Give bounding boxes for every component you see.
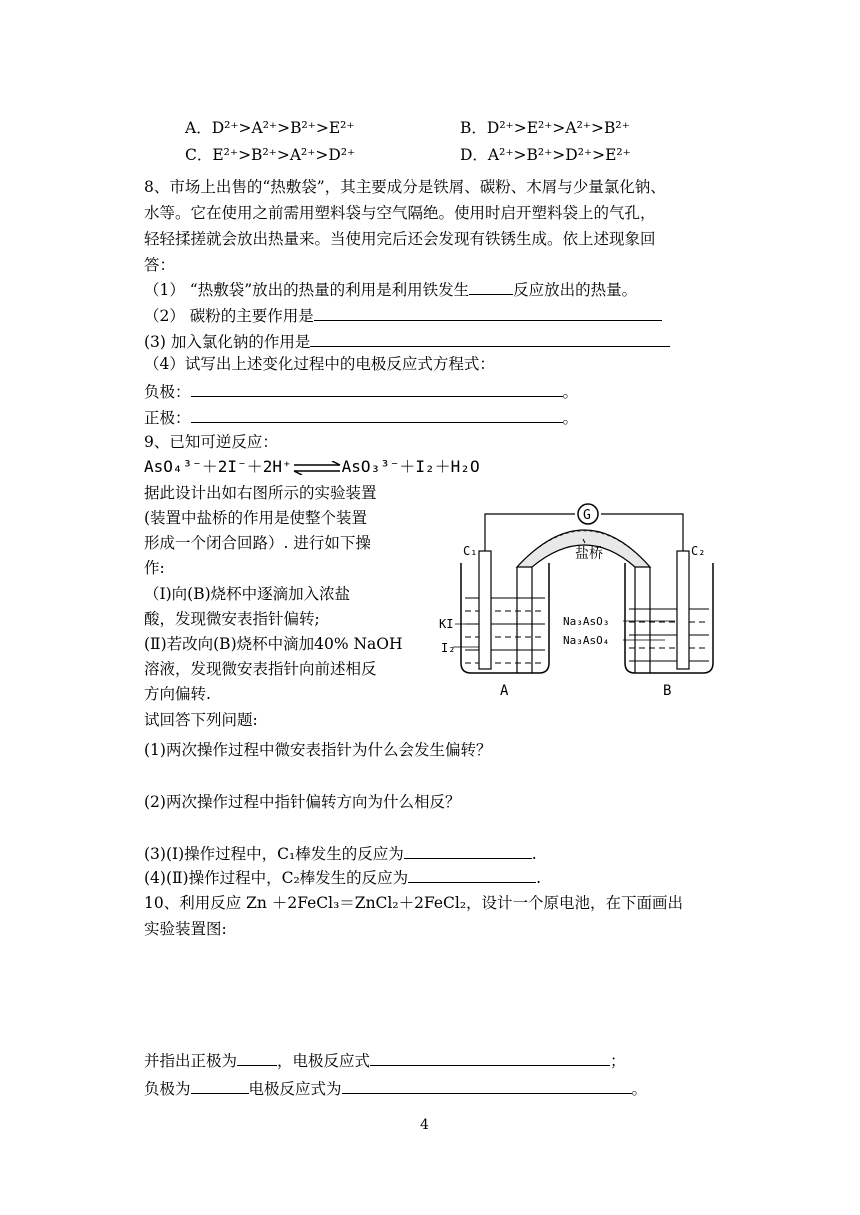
q9-title: 9、已知可逆反应： [144,433,278,451]
option-d: D．A²⁺>B²⁺>D²⁺>E²⁺ [460,146,631,164]
q8-part2: （2） 碳粉的主要作用是 [144,304,662,326]
option-b: B．D²⁺>E²⁺>A²⁺>B²⁺ [460,119,630,137]
q9-desc8: 溶液，发现微安表指针向前述相反 [144,660,377,678]
option-a: A．D²⁺>A²⁺>B²⁺>E²⁺ [185,119,355,137]
q9-ask: 试回答下列问题: [144,711,258,729]
q9-desc5: （Ⅰ)向(B)烧杯中逐滴加入浓盐 [144,585,351,603]
page-number: 4 [420,1117,429,1133]
q10-line2: 实验装置图: [144,920,227,938]
beaker-a [461,563,549,673]
answer-blank[interactable] [404,842,532,859]
q9-desc2: (装置中盐桥的作用是使整个装置 [144,509,368,527]
q9-desc4: 作: [144,559,165,577]
salt-bridge-label: 盐桥 [575,546,603,562]
i2-label: I₂ [441,641,456,655]
q9-desc9: 方向偏转. [144,685,211,703]
q8-part1: （1） “热敷袋”放出的热量的利用是利用铁发生 反应放出的热量。 [144,278,637,300]
beaker-b [625,563,713,673]
beaker-b-label: B [663,683,672,699]
answer-blank[interactable] [370,1049,610,1066]
answer-blank[interactable] [191,406,563,423]
q9-equation: AsO₄³⁻＋2I⁻＋2H⁺ AsO₃³⁻＋I₂＋H₂O [144,457,480,476]
q9-question3: (3)(Ⅰ)操作过程中，C₁棒发生的反应为 . [144,842,537,864]
q8-negative: 负极： 。 [144,380,578,402]
answer-blank[interactable] [314,304,662,321]
na3aso4-label: Na₃AsO₄ [563,634,610,647]
q8-line2: 水等。它在使用之前需用塑料袋与空气隔绝。使用时启开塑料袋上的气孔， [144,204,656,222]
meter-label: G [583,508,591,523]
q9-desc3: 形成一个闭合回路）. 进行如下操 [144,534,371,552]
q8-positive: 正极： 。 [144,406,578,428]
answer-blank[interactable] [469,278,513,295]
q9-question4: (4)(Ⅱ)操作过程中，C₂棒发生的反应为 . [144,866,541,888]
answer-blank[interactable] [408,866,536,883]
beaker-a-label: A [500,683,509,699]
electrode-c2 [677,551,689,669]
q10-negative: 负极为 电极反应式为 。 [144,1077,647,1099]
q10-line1: 10、利用反应 Zn ＋2FeCl₃＝ZnCl₂＋2FeCl₂，设计一个原电池，在下面画出 [144,894,684,912]
q9-question2: (2)两次操作过程中指针偏转方向为什么相反？ [144,793,461,811]
q9-desc7: (Ⅱ)若改向(B)烧杯中滴加40% NaOH [144,635,403,653]
answer-blank[interactable] [191,1077,249,1094]
q8-line4: 答： [144,256,176,274]
option-c: C．E²⁺>B²⁺>A²⁺>D²⁺ [185,146,356,164]
q8-part4: （4）试写出上述变化过程中的电极反应式方程式： [144,355,495,373]
q8-line1: 8、市场上出售的“热敷袋”，其主要成分是铁屑、碳粉、木屑与少量氯化钠、 [144,178,666,196]
answer-blank[interactable] [310,330,670,347]
c2-label: C₂ [691,544,706,558]
c1-label: C₁ [463,544,478,558]
answer-blank[interactable] [237,1049,277,1066]
na3aso3-label: Na₃AsO₃ [563,615,610,628]
q9-question1: (1)两次操作过程中微安表指针为什么会发生偏转？ [144,741,492,759]
ki-label: KI [439,617,454,631]
q8-line3: 轻轻揉搓就会放出热量来。当使用完后还会发现有铁锈生成。依上述现象回 [144,230,656,248]
answer-blank[interactable] [191,380,563,397]
reversible-arrow-icon [292,461,342,475]
q8-part3: (3) 加入氯化钠的作用是 [144,330,670,352]
answer-blank[interactable] [342,1077,632,1094]
electrode-c1 [479,551,491,669]
q10-positive: 并指出正极为 ，电极反应式 ； [144,1049,626,1071]
q9-desc1: 据此设计出如右图所示的实验装置 [144,484,377,502]
q9-desc6: 酸，发现微安表指针偏转; [144,610,320,628]
apparatus-figure [435,503,755,699]
